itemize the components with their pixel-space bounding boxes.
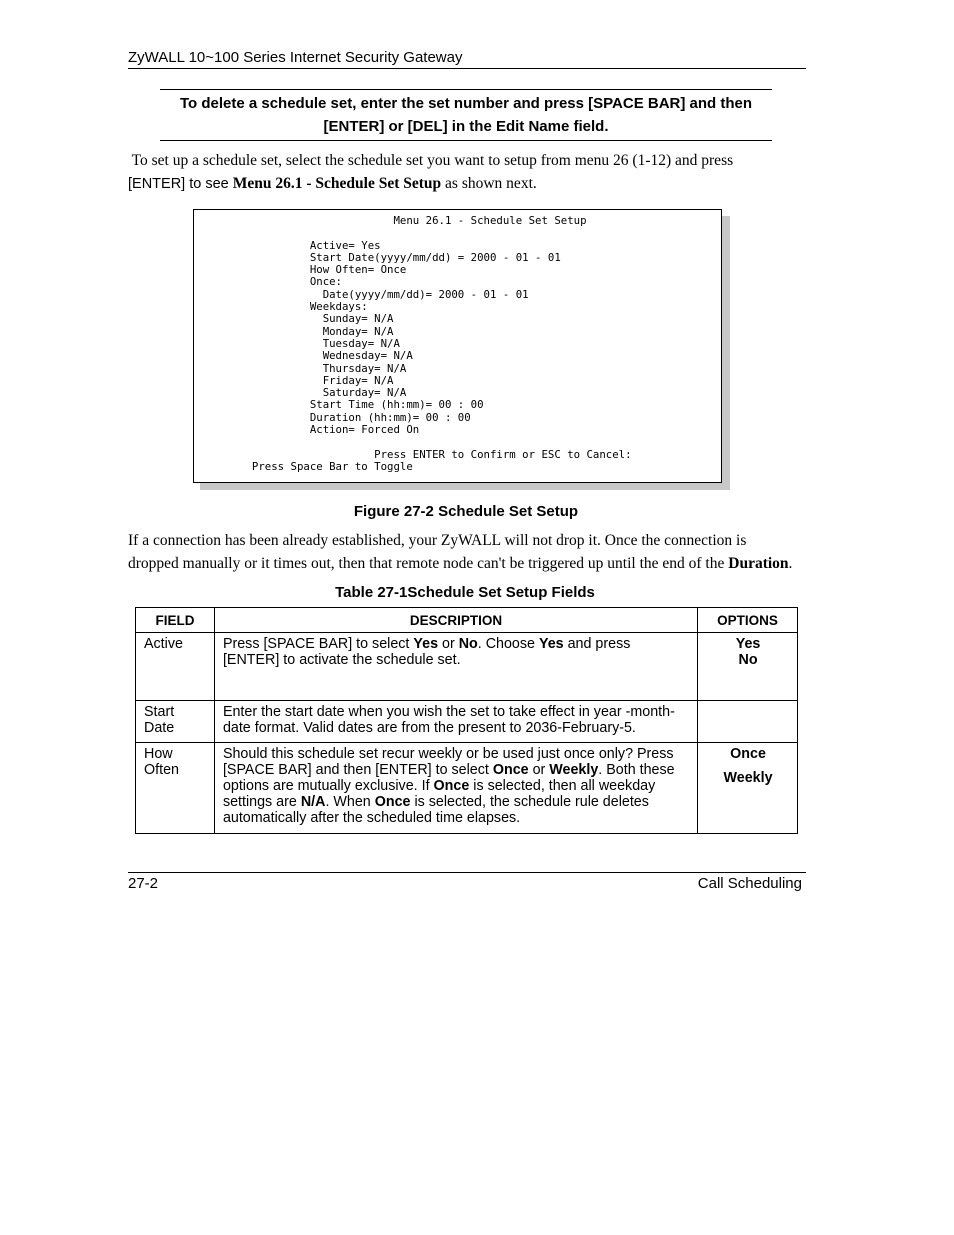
option-value: Yes xyxy=(735,636,761,652)
figure-caption: Figure 27-2 Schedule Set Setup xyxy=(353,503,579,520)
description-bold-term: No xyxy=(458,636,478,652)
header-description: DESCRIPTION xyxy=(214,608,697,633)
description-text: and press [ENTER] to activate the schedule set. xyxy=(222,636,631,668)
description-cell xyxy=(214,633,697,701)
description-text: . Both these options are mutually exclusive. If xyxy=(222,762,675,794)
header-rule xyxy=(128,68,806,69)
field-cell: Start Date xyxy=(136,701,215,743)
description-text: Should this schedule set recur weekly or be used just once only? Press [SPACE BAR] and then [ENTER] to select xyxy=(222,746,674,778)
description-cell xyxy=(214,701,697,743)
table-header-row xyxy=(136,608,798,633)
para2-duration: Duration xyxy=(728,555,789,572)
description-bold-term: N/A xyxy=(300,794,326,810)
para2-line-2-suffix: . xyxy=(788,555,793,572)
description-text: . When xyxy=(325,794,375,810)
description-text: Enter the start date when you wish the set to take effect in year -month-date format. Valid dates are from the present to 2036-February-5. xyxy=(222,704,675,736)
footer-rule xyxy=(128,872,806,873)
note-text xyxy=(160,90,772,138)
note-box xyxy=(160,89,772,141)
intro-line-2-prefix: [ENTER] to see xyxy=(128,176,233,192)
table-row xyxy=(136,701,798,743)
para2-line-2-prefix: dropped manually or it times out, then that remote node can't be triggered up until the end of the xyxy=(128,555,729,572)
description-bold-term: Weekly xyxy=(549,762,599,778)
table-row xyxy=(136,633,798,701)
description-bold-term: Once xyxy=(374,794,411,810)
para2-line-1: If a connection has been already established, your ZyWALL will not drop it. Once the connection is xyxy=(128,532,747,549)
terminal-text: Menu 26.1 - Schedule Set Setup Active= Yes Start Date(yyyy/mm/dd) = 2000 - 01 - 01 How Often= Once Once: Date(yyyy/mm/dd)= 2000 - 01 - 01 Weekdays: Sunday= N/A Monday= N/A Tuesday= N/A Wednesday= N/A Thursday= N/A Friday= N/A Saturday= N/A Start Time (hh:mm)= 00 : 00 Duration (hh:mm)= 00 : 00 Action= Forced On Press ENTER to Confirm or ESC to Cancel: Press Space Bar to Toggle xyxy=(251,214,632,473)
description-bold-term: Yes xyxy=(538,636,564,652)
table-row xyxy=(136,743,798,834)
table-caption: Table 27-1Schedule Set Setup Fields xyxy=(335,584,595,601)
intro-paragraph xyxy=(128,149,808,196)
note-line-1: To delete a schedule set, enter the set number and press [SPACE BAR] and then xyxy=(179,95,753,112)
page-number: 27-2 xyxy=(128,875,159,892)
option-value: No xyxy=(738,652,758,668)
intro-line-2-suffix: as shown next. xyxy=(441,175,537,192)
intro-line-1: To set up a schedule set, select the schedule set you want to setup from menu 26 (1-12) and press xyxy=(128,152,734,169)
field-cell: Active xyxy=(136,633,215,701)
description-cell xyxy=(214,743,697,834)
page-header-title: ZyWALL 10~100 Series Internet Security Gateway xyxy=(128,49,463,66)
description-text: or xyxy=(438,636,459,652)
options-cell xyxy=(698,701,798,743)
description-bold-term: Once xyxy=(433,778,470,794)
header-field: FIELD xyxy=(136,608,215,633)
description-text: is selected, then all weekday settings are xyxy=(222,778,656,810)
note-line-2: [ENTER] or [DEL] in the Edit Name field. xyxy=(323,118,609,135)
description-text: is selected, the schedule rule deletes automatically after the scheduled time elapses. xyxy=(222,794,649,826)
description-text: . Choose xyxy=(477,636,539,652)
field-cell: How Often xyxy=(136,743,215,834)
options-cell xyxy=(698,743,798,834)
intro-menu-name: Menu 26.1 - Schedule Set Setup xyxy=(232,175,442,192)
header-options: OPTIONS xyxy=(698,608,798,633)
description-bold-term: Once xyxy=(492,762,529,778)
terminal-screen xyxy=(193,209,722,483)
duration-paragraph xyxy=(128,529,808,575)
option-value: Once xyxy=(730,746,766,762)
description-bold-term: Yes xyxy=(413,636,439,652)
options-cell xyxy=(698,633,798,701)
description-text: or xyxy=(528,762,550,778)
description-text: Press [SPACE BAR] to select xyxy=(222,636,414,652)
schedule-fields-table xyxy=(135,607,798,834)
chapter-name: Call Scheduling xyxy=(697,875,802,892)
option-value: Weekly xyxy=(723,770,773,786)
